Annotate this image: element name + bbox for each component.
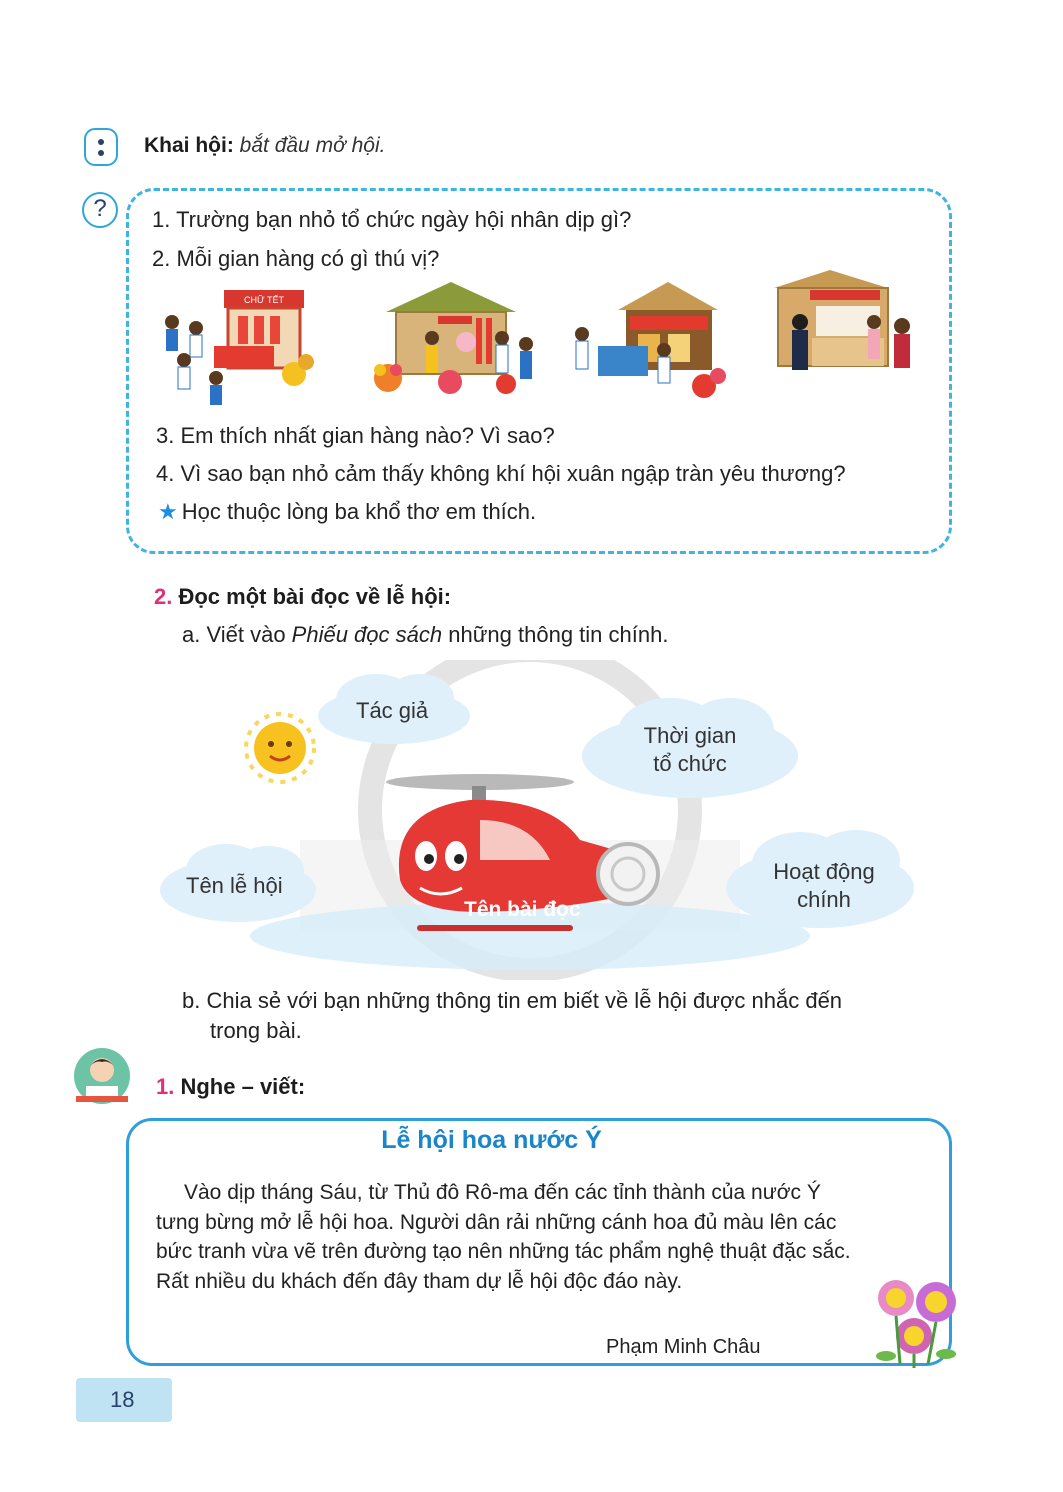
- question-2: 2. Mỗi gian hàng có gì thú vị?: [152, 246, 440, 271]
- passage-author: Phạm Minh Châu: [606, 1336, 761, 1358]
- section-1-title: Nghe – viết:: [180, 1074, 306, 1099]
- cloud-activity-line1: Hoạt động: [773, 859, 875, 884]
- helicopter-label: Tên bài đọc: [464, 898, 581, 921]
- stall-sign: CHỮ TẾT: [243, 295, 285, 305]
- sun-icon: [246, 714, 314, 782]
- stall-illustration-calligraphy: [154, 282, 324, 410]
- vocab-meaning: bắt đầu mở hội.: [239, 134, 386, 157]
- question-3: 3. Em thích nhất gian hàng nào? Vì sao?: [156, 423, 555, 448]
- instruction-a-italic: Phiếu đọc sách: [291, 622, 443, 647]
- flowers-icon: [866, 1264, 966, 1368]
- cloud-activity-line2: chính: [797, 887, 851, 912]
- instruction-a-prefix: a. Viết vào: [182, 622, 292, 647]
- cloud-time-line2: tổ chức: [653, 751, 727, 776]
- section-2-instruction-a: [182, 622, 668, 648]
- section-2-title: Đọc một bài đọc về lễ hội:: [178, 584, 452, 609]
- instruction-b-line1: b. Chia sẻ với bạn những thông tin em biết về lễ hội được nhắc đến: [182, 988, 843, 1013]
- student-writing-icon: [72, 1046, 132, 1106]
- stall-illustration-flowers: [366, 278, 536, 406]
- page-number: 18: [76, 1378, 172, 1422]
- section-1-heading: [156, 1074, 305, 1100]
- stall-illustration-food: [770, 270, 940, 398]
- stall-illustration-crafts: [568, 280, 738, 408]
- question-1: 1. Trường bạn nhỏ tổ chức ngày hội nhân dịp gì?: [152, 207, 632, 232]
- cloud-activity-label: [758, 858, 890, 914]
- cloud-time-line1: Thời gian: [643, 723, 737, 748]
- question-4: 4. Vì sao bạn nhỏ cảm thấy không khí hội xuân ngập tràn yêu thương?: [156, 461, 846, 486]
- vocab-icon: [84, 128, 118, 166]
- question-5-text: Học thuộc lòng ba khổ thơ em thích.: [181, 499, 537, 524]
- section-2-instruction-b: [182, 986, 982, 1046]
- section-1-number: 1.: [156, 1074, 175, 1099]
- cloud-festival-name-label: Tên lễ hội: [186, 873, 283, 898]
- cloud-time-label: [626, 722, 754, 778]
- star-icon: ★: [158, 499, 178, 524]
- vocab-term: Khai hội:: [144, 134, 234, 157]
- section-2-number: 2.: [154, 584, 173, 609]
- section-2-heading: [154, 584, 451, 610]
- passage-title: [0, 1126, 1063, 1155]
- question-5: [158, 499, 536, 525]
- cloud-author-label: Tác giả: [356, 698, 429, 723]
- passage-title-text: Lễ hội hoa nước Ý: [381, 1126, 602, 1154]
- reading-mindmap-illustration: [150, 660, 940, 980]
- instruction-a-suffix: những thông tin chính.: [442, 622, 669, 647]
- instruction-b-line2: trong bài.: [210, 1018, 302, 1043]
- passage-text: Vào dịp tháng Sáu, từ Thủ đô Rô-ma đến các tỉnh thành của nước Ý tưng bừng mở lễ hội hoa. Người dân rải những cánh hoa đủ màu lên các bức tranh vừa vẽ trên đường tạo nên những tác phẩm nghệ thuật đặc sắc. Rất nhiều du khách đến đây tham dự lễ hội độc đáo này.: [156, 1181, 851, 1293]
- question-icon: ?: [82, 192, 118, 228]
- vocab-definition: [144, 134, 385, 158]
